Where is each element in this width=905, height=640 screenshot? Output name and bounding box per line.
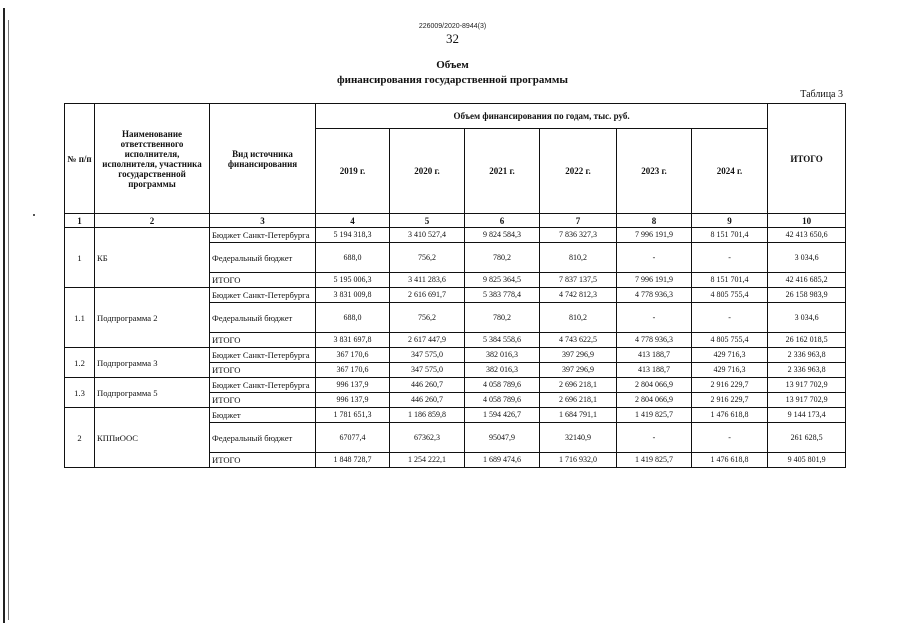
executor-cell: Подпрограмма 5 (95, 378, 210, 408)
row-number-cell: 1.1 (65, 288, 95, 348)
source-cell: Бюджет Санкт-Петербурга (210, 378, 316, 393)
year-value-cell: 7 996 191,9 (617, 228, 692, 243)
header-total: ИТОГО (768, 104, 846, 214)
year-value-cell: 2 696 218,1 (540, 378, 617, 393)
column-number: 5 (390, 214, 465, 228)
scan-edge-line (8, 20, 9, 620)
year-value-cell: 688,0 (316, 303, 390, 333)
year-value-cell: - (692, 303, 768, 333)
scan-edge-line (3, 8, 5, 623)
year-value-cell: 4 805 755,4 (692, 333, 768, 348)
total-value-cell: 3 034,6 (768, 303, 846, 333)
year-value-cell: 367 170,6 (316, 363, 390, 378)
year-value-cell: 1 476 618,8 (692, 453, 768, 468)
year-value-cell: 1 419 825,7 (617, 408, 692, 423)
financing-table (64, 103, 846, 468)
year-value-cell: 4 058 789,6 (465, 393, 540, 408)
year-value-cell: 756,2 (390, 303, 465, 333)
total-value-cell: 42 416 685,2 (768, 273, 846, 288)
header-executor: Наименование ответственного исполнителя, исполнителя, участника государственной программы (95, 104, 210, 214)
year-value-cell: 4 058 789,6 (465, 378, 540, 393)
year-value-cell: 1 781 651,3 (316, 408, 390, 423)
year-value-cell: 1 419 825,7 (617, 453, 692, 468)
year-value-cell: 413 188,7 (617, 363, 692, 378)
year-value-cell: 5 195 006,3 (316, 273, 390, 288)
year-value-cell: 780,2 (465, 303, 540, 333)
year-value-cell: 3 411 283,6 (390, 273, 465, 288)
year-value-cell: 1 186 859,8 (390, 408, 465, 423)
year-value-cell: 3 410 527,4 (390, 228, 465, 243)
header-year: 2021 г. (465, 129, 540, 214)
header-year: 2022 г. (540, 129, 617, 214)
year-value-cell: 4 778 936,3 (617, 288, 692, 303)
source-cell: Бюджет Санкт-Петербурга (210, 288, 316, 303)
year-value-cell: 4 743 622,5 (540, 333, 617, 348)
table-row (65, 408, 846, 423)
table-row (65, 348, 846, 363)
page-subtitle: финансирования государственной программы (337, 74, 568, 86)
column-number: 4 (316, 214, 390, 228)
year-value-cell: 810,2 (540, 243, 617, 273)
year-value-cell: 7 837 137,5 (540, 273, 617, 288)
year-value-cell: - (692, 423, 768, 453)
year-value-cell: 429 716,3 (692, 348, 768, 363)
year-value-cell: 996 137,9 (316, 393, 390, 408)
year-value-cell: 95047,9 (465, 423, 540, 453)
total-value-cell: 9 405 801,9 (768, 453, 846, 468)
source-cell: Бюджет Санкт-Петербурга (210, 228, 316, 243)
year-value-cell: 5 194 318,3 (316, 228, 390, 243)
year-value-cell: 3 831 697,8 (316, 333, 390, 348)
source-cell: Федеральный бюджет (210, 303, 316, 333)
year-value-cell: 8 151 701,4 (692, 273, 768, 288)
year-value-cell: - (617, 423, 692, 453)
total-value-cell: 13 917 702,9 (768, 393, 846, 408)
year-value-cell: 7 996 191,9 (617, 273, 692, 288)
table-row (65, 288, 846, 303)
year-value-cell: 9 824 584,3 (465, 228, 540, 243)
total-value-cell: 2 336 963,8 (768, 348, 846, 363)
column-number: 9 (692, 214, 768, 228)
year-value-cell: 9 825 364,5 (465, 273, 540, 288)
total-value-cell: 26 158 983,9 (768, 288, 846, 303)
year-value-cell: 1 689 474,6 (465, 453, 540, 468)
year-value-cell: 2 916 229,7 (692, 393, 768, 408)
table-row (65, 228, 846, 243)
header-row-number: № п/п (65, 104, 95, 214)
year-value-cell: 397 296,9 (540, 348, 617, 363)
page-number: 32 (446, 31, 459, 46)
header-year: 2024 г. (692, 129, 768, 214)
year-value-cell: - (692, 243, 768, 273)
source-cell: Бюджет Санкт-Петербурга (210, 348, 316, 363)
year-value-cell: 5 384 558,6 (465, 333, 540, 348)
table-row (65, 378, 846, 393)
year-value-cell: 7 836 327,3 (540, 228, 617, 243)
source-cell: ИТОГО (210, 453, 316, 468)
year-value-cell: 67362,3 (390, 423, 465, 453)
year-value-cell: 2 804 066,9 (617, 378, 692, 393)
total-value-cell: 3 034,6 (768, 243, 846, 273)
year-value-cell: 347 575,0 (390, 363, 465, 378)
year-value-cell: 429 716,3 (692, 363, 768, 378)
year-value-cell: 5 383 778,4 (465, 288, 540, 303)
total-value-cell: 261 628,5 (768, 423, 846, 453)
year-value-cell: 446 260,7 (390, 393, 465, 408)
column-number: 8 (617, 214, 692, 228)
source-cell: Федеральный бюджет (210, 243, 316, 273)
document-id: 226009/2020-8944(3) (418, 23, 487, 30)
year-value-cell: 367 170,6 (316, 348, 390, 363)
column-number: 1 (65, 214, 95, 228)
header-source: Вид источника финансирования (210, 104, 316, 214)
column-number: 6 (465, 214, 540, 228)
table-label: Таблица 3 (800, 89, 843, 100)
source-cell: ИТОГО (210, 393, 316, 408)
year-value-cell: 1 594 426,7 (465, 408, 540, 423)
row-number-cell: 1.2 (65, 348, 95, 378)
year-value-cell: 2 696 218,1 (540, 393, 617, 408)
year-value-cell: 4 805 755,4 (692, 288, 768, 303)
year-value-cell: 1 716 932,0 (540, 453, 617, 468)
year-value-cell: 347 575,0 (390, 348, 465, 363)
scan-artifact (33, 214, 35, 216)
year-value-cell: - (617, 303, 692, 333)
source-cell: Федеральный бюджет (210, 423, 316, 453)
year-value-cell: 2 804 066,9 (617, 393, 692, 408)
column-number: 7 (540, 214, 617, 228)
total-value-cell: 9 144 173,4 (768, 408, 846, 423)
row-number-cell: 1.3 (65, 378, 95, 408)
year-value-cell: 1 254 222,1 (390, 453, 465, 468)
executor-cell: Подпрограмма 2 (95, 288, 210, 348)
executor-cell: КППиООС (95, 408, 210, 468)
year-value-cell: 2 616 691,7 (390, 288, 465, 303)
row-number-cell: 1 (65, 228, 95, 288)
total-value-cell: 13 917 702,9 (768, 378, 846, 393)
year-value-cell: 996 137,9 (316, 378, 390, 393)
source-cell: ИТОГО (210, 333, 316, 348)
total-value-cell: 2 336 963,8 (768, 363, 846, 378)
year-value-cell: 4 778 936,3 (617, 333, 692, 348)
year-value-cell: 32140,9 (540, 423, 617, 453)
year-value-cell: 810,2 (540, 303, 617, 333)
year-value-cell: 446 260,7 (390, 378, 465, 393)
year-value-cell: 382 016,3 (465, 363, 540, 378)
year-value-cell: 8 151 701,4 (692, 228, 768, 243)
executor-cell: Подпрограмма 3 (95, 348, 210, 378)
column-number: 2 (95, 214, 210, 228)
source-cell: Бюджет (210, 408, 316, 423)
header-volume-by-year: Объем финансирования по годам, тыс. руб. (316, 104, 768, 129)
total-value-cell: 26 162 018,5 (768, 333, 846, 348)
header-year: 2019 г. (316, 129, 390, 214)
executor-cell: КБ (95, 228, 210, 288)
year-value-cell: 756,2 (390, 243, 465, 273)
year-value-cell: 1 476 618,8 (692, 408, 768, 423)
year-value-cell: 688,0 (316, 243, 390, 273)
source-cell: ИТОГО (210, 273, 316, 288)
year-value-cell: 4 742 812,3 (540, 288, 617, 303)
page-title: Объем (436, 59, 469, 71)
header-year: 2020 г. (390, 129, 465, 214)
year-value-cell: 1 684 791,1 (540, 408, 617, 423)
year-value-cell: 397 296,9 (540, 363, 617, 378)
year-value-cell: - (617, 243, 692, 273)
year-value-cell: 2 916 229,7 (692, 378, 768, 393)
year-value-cell: 780,2 (465, 243, 540, 273)
total-value-cell: 42 413 650,6 (768, 228, 846, 243)
year-value-cell: 382 016,3 (465, 348, 540, 363)
year-value-cell: 413 188,7 (617, 348, 692, 363)
column-number: 10 (768, 214, 846, 228)
source-cell: ИТОГО (210, 363, 316, 378)
row-number-cell: 2 (65, 408, 95, 468)
year-value-cell: 1 848 728,7 (316, 453, 390, 468)
year-value-cell: 2 617 447,9 (390, 333, 465, 348)
header-year: 2023 г. (617, 129, 692, 214)
year-value-cell: 3 831 009,8 (316, 288, 390, 303)
year-value-cell: 67077,4 (316, 423, 390, 453)
column-number: 3 (210, 214, 316, 228)
